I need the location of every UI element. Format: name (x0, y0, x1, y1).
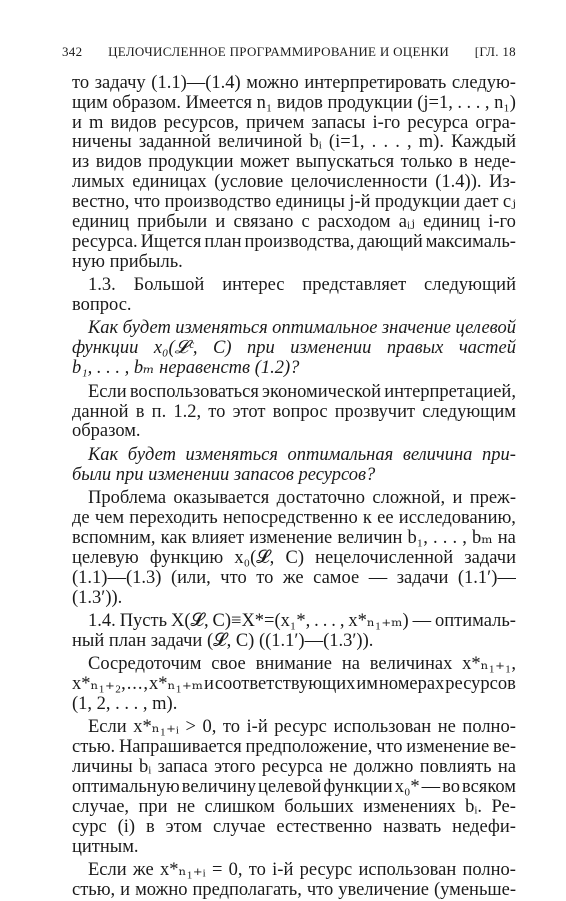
text-line: функции x₀(𝓛ᶜ, C) при изменении правых частей (72, 338, 516, 358)
text-line: сурс (i) в этом случае естественно назвать недефи- (72, 817, 516, 837)
text-line: стью. Напрашивается предположение, что изменение ве- (72, 737, 516, 757)
text-line: Если x*ₙ₁₊ᵢ > 0, то i-й ресурс использован не полно- (88, 717, 516, 737)
text-line: ничены заданной величиной bᵢ (i=1, . . . , m). Каждый (72, 132, 516, 152)
text-line: x*ₙ₁₊₂, . . . , x*ₙ₁₊ₘ и соответствующих им номерах ресурсов (72, 674, 516, 694)
text-line: Если же x*ₙ₁₊ᵢ = 0, то i-й ресурс использован полно- (88, 860, 516, 880)
text-line: данной в п. 1.2, то этот вопрос прозвучит следующим (72, 402, 516, 422)
text-line: и m видов ресурсов, причем запасы i-го ресурса огра- (72, 113, 516, 133)
text-line: 1.3. Большой интерес представляет следующий (88, 275, 516, 295)
text-line: были при изменении запасов ресурсов? (72, 465, 376, 485)
text-line: 1.4. Пусть X(𝓛, C)≡X*=(x₁*, . . . , x*ₙ₁₊ₘ) — оптималь- (88, 611, 516, 631)
text-line: Как будет изменяться оптимальная величина при- (88, 445, 516, 465)
text-line: вестно, что производство единицы j-й продукции дает cⱼ (72, 192, 516, 212)
text-line: стью, и можно предполагать, что увеличение (уменьше- (72, 880, 516, 900)
text-line: ный план задачи (𝓛, C) ((1.1′)—(1.3′)). (72, 631, 374, 651)
text-line: Если воспользоваться экономической интерпретацией, (88, 382, 516, 402)
text-line: то задачу (1.1)—(1.4) можно интерпретировать следую- (72, 73, 516, 93)
text-line: целевую функцию x₀(𝓛, C) нецелочисленной задачи (72, 548, 516, 568)
text-line: ную прибыль. (72, 252, 183, 272)
chapter-label: [ГЛ. 18 (474, 44, 516, 59)
text-line: лимых единицах (условие целочисленности (1.4)). Из- (72, 172, 516, 192)
text-line: цитным. (72, 837, 139, 857)
running-title: ЦЕЛОЧИСЛЕННОЕ ПРОГРАММИРОВАНИЕ И ОЦЕНКИ (108, 44, 450, 59)
running-header (62, 44, 516, 60)
text-line: ресурса. Ищется план производства, дающий максималь- (72, 232, 516, 252)
text-line: де чем переходить непосредственно к ее исследованию, (72, 508, 516, 528)
text-line: Проблема оказывается достаточно сложной, и преж- (88, 488, 516, 508)
text-line: личины bᵢ запаса этого ресурса не должно повлиять на (72, 757, 516, 777)
text-line: случае, при не слишком больших изменениях bᵢ. Ре- (72, 797, 516, 817)
text-line: (1.1)—(1.3) (или, что то же самое — задачи (1.1′)— (72, 568, 516, 588)
text-line: единиц прибыли и связано с расходом aᵢⱼ единиц i-го (72, 212, 516, 232)
text-line: оптимальную величину целевой функции x₀* — во всяком (72, 777, 516, 797)
page-number: 342 (62, 44, 83, 59)
text-line: образом. (72, 421, 141, 441)
text-line: b₁, . . . , bₘ неравенств (1.2)? (72, 358, 300, 378)
text-line: (1, 2, . . . , m). (72, 694, 178, 714)
text-line: Как будет изменяться оптимальное значение целевой (88, 318, 516, 338)
text-line: из видов продукции может выпускаться только в неде- (72, 152, 516, 172)
text-line: вспомним, как влияет изменение величин b₁, . . . , bₘ на (72, 528, 516, 548)
text-line: вопрос. (72, 295, 132, 315)
text-line: Сосредоточим свое внимание на величинах x*ₙ₁₊₁, (88, 654, 516, 674)
text-line: щим образом. Имеется n₁ видов продукции (j=1, . . . , n₁) (72, 93, 516, 113)
text-line: (1.3′)). (72, 588, 123, 608)
